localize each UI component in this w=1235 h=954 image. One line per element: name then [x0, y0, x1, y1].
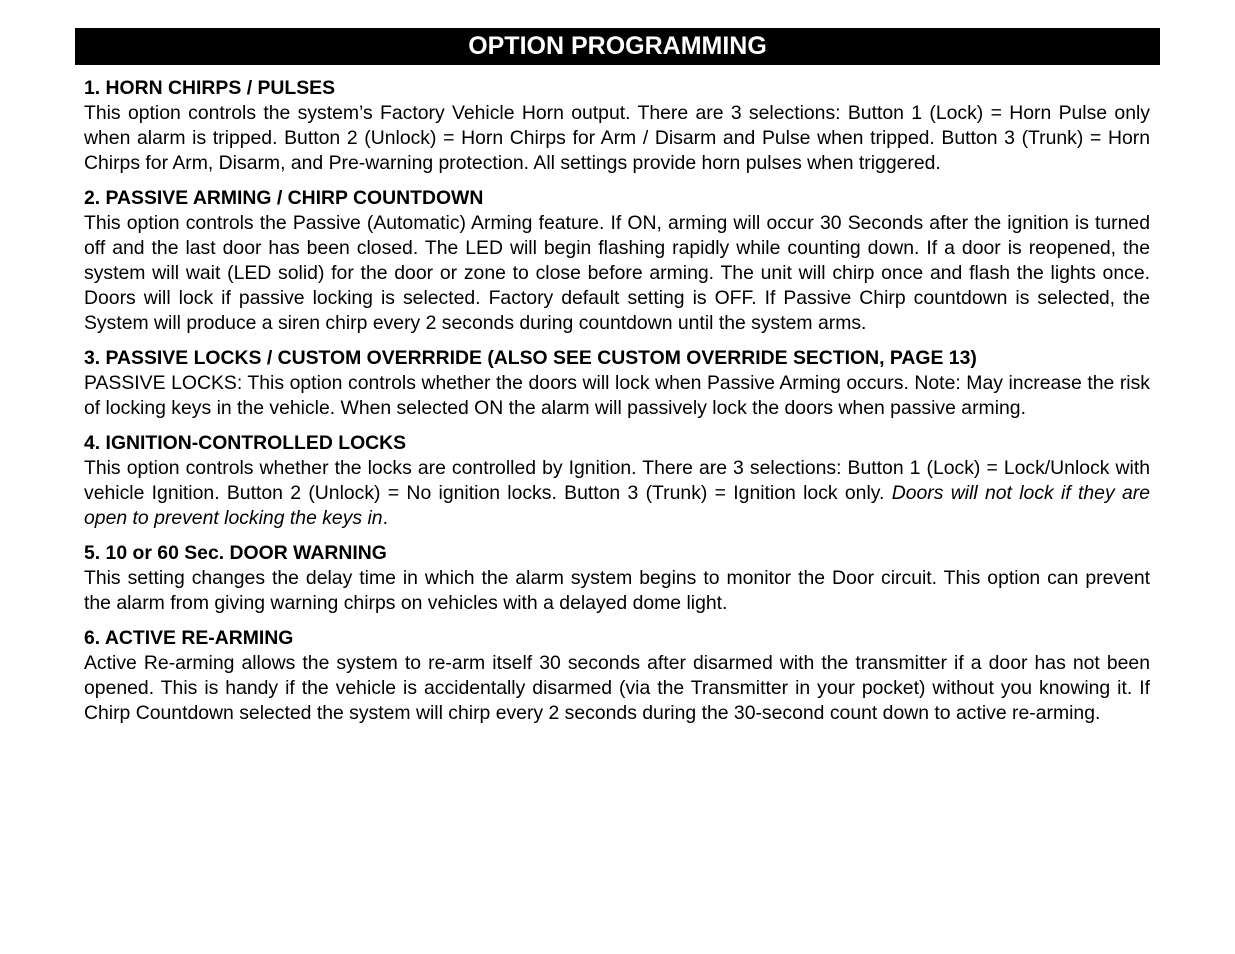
section-body-end: .: [382, 507, 388, 529]
section-horn-chirps: [84, 76, 1150, 176]
section-door-warning: [84, 541, 1150, 616]
section-heading: 5. 10 or 60 Sec. DOOR WARNING: [84, 542, 387, 564]
section-ignition-locks: [84, 431, 1150, 531]
section-body-italic-note: Doors will not lock if they are open to prevent locking the keys in: [84, 482, 1150, 529]
section-heading: 1. HORN CHIRPS / PULSES: [84, 77, 336, 99]
section-body: [84, 456, 1150, 531]
section-heading: 6. ACTIVE RE-ARMING: [84, 627, 294, 649]
section-heading: 3. PASSIVE LOCKS / CUSTOM OVERRRIDE (ALSO SEE CUSTOM OVERRIDE SECTION, PAGE 13): [84, 347, 977, 369]
section-body: This setting changes the delay time in which the alarm system begins to monitor the Door circuit. This option can prevent the alarm from giving warning chirps on vehicles with a delayed dome light.: [84, 567, 1150, 614]
section-body-text: This option controls whether the locks are controlled by Ignition. There are 3 selections: Button 1 (Lock) = Lock/Unlock with vehicle Ignition. Button 2 (Unlock) = No ignition locks. Button 3 (Trunk) = Ignition lock only.: [84, 457, 1150, 504]
section-body: Active Re-arming allows the system to re-arm itself 30 seconds after disarmed with the transmitter if a door has not been opened. This is handy if the vehicle is accidentally disarmed (via the Transmitter in your pocket) without you knowing it. If Chirp Countdown selected the system will chirp every 2 seconds during the 30-second count down to active re-arming.: [84, 652, 1150, 724]
section-passive-arming: [84, 186, 1150, 336]
section-active-rearming: [84, 626, 1150, 726]
document-content: [84, 76, 1150, 736]
section-passive-locks: [84, 346, 1150, 421]
page-title: OPTION PROGRAMMING: [75, 28, 1160, 65]
section-heading: 4. IGNITION-CONTROLLED LOCKS: [84, 432, 407, 454]
section-body: PASSIVE LOCKS: This option controls whether the doors will lock when Passive Arming occurs. Note: May increase the risk of locking keys in the vehicle. When selected ON the alarm will passively lock the doors when passive arming.: [84, 372, 1150, 419]
section-heading: 2. PASSIVE ARMING / CHIRP COUNTDOWN: [84, 187, 484, 209]
section-body: This option controls the system’s Factory Vehicle Horn output. There are 3 selections: Button 1 (Lock) = Horn Pulse only when alarm is tripped. Button 2 (Unlock) = Horn Chirps for Arm / Disarm and Pulse when tripped. Button 3 (Trunk) = Horn Chirps for Arm, Disarm, and Pre-warning protection. All settings provide horn pulses when triggered.: [84, 102, 1150, 174]
section-body: This option controls the Passive (Automatic) Arming feature. If ON, arming will occur 30 Seconds after the ignition is turned off and the last door has been closed. The LED will begin flashing rapidly while counting down. If a door is reopened, the system will wait (LED solid) for the door or zone to close before arming. The unit will chirp once and flash the lights once. Doors will lock if passive locking is selected. Factory default setting is OFF. If Passive Chirp countdown is selected, the System will produce a siren chirp every 2 seconds during countdown until the system arms.: [84, 212, 1150, 334]
